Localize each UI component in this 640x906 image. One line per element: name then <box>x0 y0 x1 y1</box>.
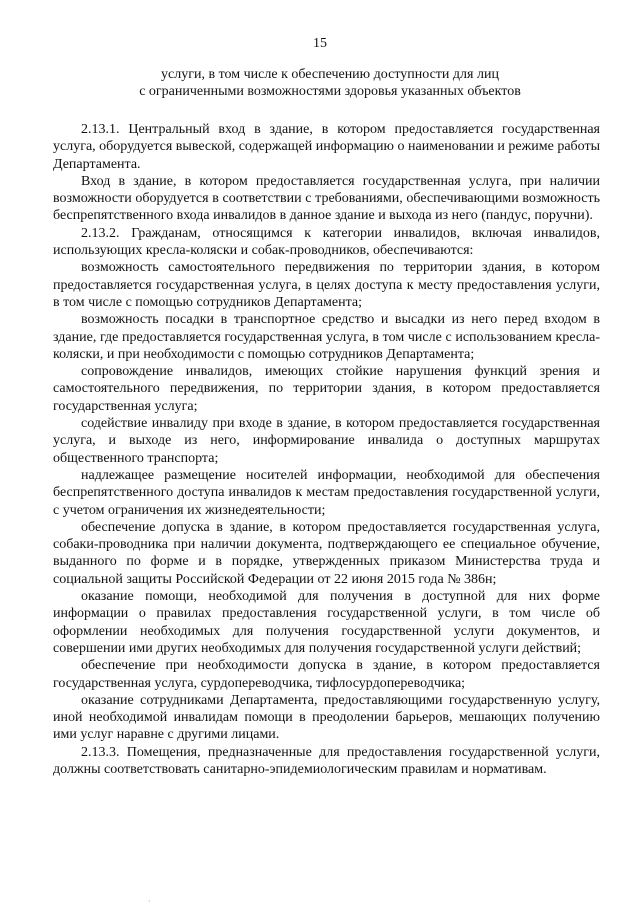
document-body <box>53 121 600 778</box>
list-item-guide-dog: обеспечение допуска в здание, в котором предоставляется государственная услуга, собаки-проводника при наличии документа, подтверждающего ее специальное обучение, выданного по форме и в порядке, утвержденных приказом Министерства труда и социальной защиты Российской Федерации от 22 июня 2015 года № 386н; <box>53 519 600 587</box>
section-heading <box>60 66 600 100</box>
list-item-staff-help: оказание сотрудниками Департамента, предоставляющими государственную услугу, иной необходимой инвалидам помощи в преодолении барьеров, мешающих получению ими услуг наравне с другими лицами. <box>53 692 600 743</box>
list-item-escort: сопровождение инвалидов, имеющих стойкие нарушения функций зрения и самостоятельного передвижения, по территории здания, в котором предоставляется государственная услуга; <box>53 364 600 414</box>
list-item-help-information: оказание помощи, необходимой для получения в доступной для них форме информации о правилах предоставления государственной услуги, в том числе об оформлении необходимых для получения государственной услуги документов, и совершении ими других необходимых для получения государственной услуги действий; <box>53 589 600 656</box>
paragraph-2-13-2: 2.13.2. Гражданам, относящимся к категории инвалидов, включая инвалидов, использующих кресла-коляски и собак-проводников, обеспечиваются: <box>53 225 600 259</box>
section-heading-line-2: с ограниченными возможностями здоровья указанных объектов <box>139 84 521 99</box>
list-item-sign-interpreter: обеспечение при необходимости допуска в здание, в котором предоставляется государственная услуга, сурдопереводчика, тифлосурдопереводчика; <box>53 658 600 691</box>
list-item-movement: возможность самостоятельного передвижения по территории здания, в котором предоставляется государственная услуга, в целях доступа к месту предоставления услуги, в том числе с помощью сотрудников Департамента; <box>53 260 600 310</box>
page-number: 15 <box>313 36 327 51</box>
paragraph-2-13-3: 2.13.3. Помещения, предназначенные для предоставления государственной услуги, должны соответствовать санитарно-эпидемиологическим правилам и нормативам. <box>53 744 600 777</box>
list-item-information-placement: надлежащее размещение носителей информации, необходимой для обеспечения беспрепятственного доступа инвалидов к местам предоставления государственной услуги, с учетом ограничения их жизнедеятельности; <box>53 467 600 518</box>
paragraph-2-13-1: 2.13.1. Центральный вход в здание, в котором предоставляется государственная услуга, оборудуется вывеской, содержащей информацию о наименовании и режиме работы Департамента. <box>53 122 600 172</box>
section-heading-line-1: услуги, в том числе к обеспечению доступности для лиц <box>161 67 499 82</box>
list-item-transport: возможность посадки в транспортное средство и высадки из него перед входом в здание, где предоставляется государственная услуга, в том числе с использованием кресла-коляски, и при необходимости с помощью сотрудников Департамента; <box>53 312 600 362</box>
list-item-assistance-entry: содействие инвалиду при входе в здание, в котором предоставляется государственная услуга, и выходе из него, информирование инвалида о доступных маршрутах общественного транспорта; <box>53 416 600 466</box>
paragraph-entrance: Вход в здание, в котором предоставляется государственная услуга, при наличии возможности оборудуется в соответствии с требованиями, обеспечивающими возможность беспрепятственного входа инвалидов в данное здание и выхода из него (пандус, поручни). <box>53 173 600 224</box>
footer-mark: · <box>148 897 151 906</box>
